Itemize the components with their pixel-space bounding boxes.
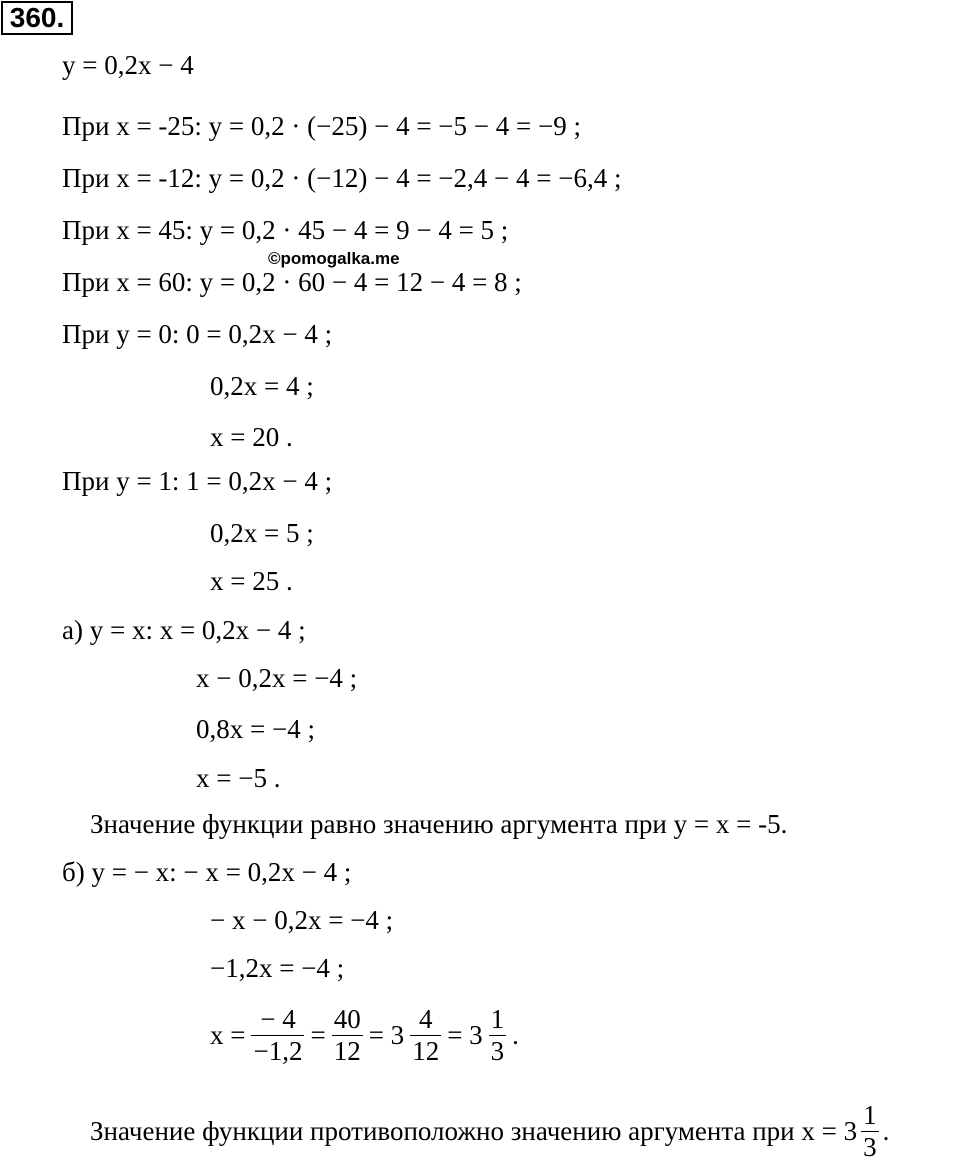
- solution-line-3: При x = 45: y = 0,2 · 45 − 4 = 9 − 4 = 5 ;: [62, 215, 509, 245]
- part-b-fraction-line: [210, 1004, 519, 1067]
- part-a-conclusion: Значение функции равно значению аргумента при y = x = -5.: [90, 809, 788, 839]
- problem-number: 360.: [1, 1, 73, 35]
- watermark: ©pomogalka.me: [268, 249, 400, 268]
- part-a-line-2: x − 0,2x = −4 ;: [196, 663, 358, 693]
- solution-line-5: При y = 0: 0 = 0,2x − 4 ;: [62, 319, 333, 349]
- fraction-1: [251, 1004, 304, 1067]
- conclusion-period: .: [882, 1116, 890, 1147]
- part-b-line-3: −1,2x = −4 ;: [210, 953, 345, 983]
- conclusion-fraction: [861, 1100, 879, 1163]
- solution-line-7: x = 20 .: [210, 422, 293, 452]
- fraction-2-denominator: 12: [333, 1036, 361, 1067]
- solution-line-10: x = 25 .: [210, 566, 293, 596]
- fraction-3: [410, 1004, 441, 1067]
- solution-line-9: 0,2x = 5 ;: [210, 518, 314, 548]
- conclusion-fraction-numerator: 1: [861, 1100, 879, 1132]
- part-b-line-1: б) y = − x: − x = 0,2x − 4 ;: [62, 857, 352, 887]
- part-b-conclusion-text: Значение функции противоположно значению аргумента при x = 3: [90, 1116, 858, 1147]
- part-b-line-2: − x − 0,2x = −4 ;: [210, 905, 394, 935]
- part-b-conclusion: [90, 1100, 889, 1163]
- solution-line-2: При x = -12: y = 0,2 · (−12) − 4 = −2,4 − 4 = −6,4 ;: [62, 163, 622, 193]
- solution-line-4: При x = 60: y = 0,2 · 60 − 4 = 12 − 4 = 8 ;: [62, 267, 522, 297]
- fraction-2: [332, 1004, 363, 1067]
- equals-1: =: [310, 1020, 326, 1051]
- period: .: [512, 1020, 519, 1051]
- conclusion-fraction-denominator: 3: [863, 1132, 877, 1163]
- part-a-line-3: 0,8x = −4 ;: [196, 714, 315, 744]
- part-a-line-4: x = −5 .: [196, 763, 281, 793]
- fraction-4-numerator: 1: [489, 1004, 507, 1036]
- solution-line-1: При x = -25: y = 0,2 · (−25) − 4 = −5 − 4 = −9 ;: [62, 111, 581, 141]
- fraction-4: [489, 1004, 507, 1067]
- x-equals: x =: [210, 1020, 246, 1051]
- fraction-3-numerator: 4: [410, 1004, 441, 1036]
- equals-3: = 3: [447, 1020, 483, 1051]
- fraction-2-numerator: 40: [332, 1004, 363, 1036]
- formula-line: y = 0,2x − 4: [62, 50, 194, 80]
- fraction-1-denominator: −1,2: [253, 1036, 303, 1067]
- equals-2: = 3: [368, 1020, 405, 1051]
- solution-line-6: 0,2x = 4 ;: [210, 371, 314, 401]
- fraction-1-numerator: − 4: [251, 1004, 304, 1036]
- fraction-4-denominator: 3: [490, 1036, 505, 1067]
- solution-line-8: При y = 1: 1 = 0,2x − 4 ;: [62, 466, 333, 496]
- fraction-3-denominator: 12: [412, 1036, 440, 1067]
- part-a-line-1: а) y = x: x = 0,2x − 4 ;: [62, 615, 306, 645]
